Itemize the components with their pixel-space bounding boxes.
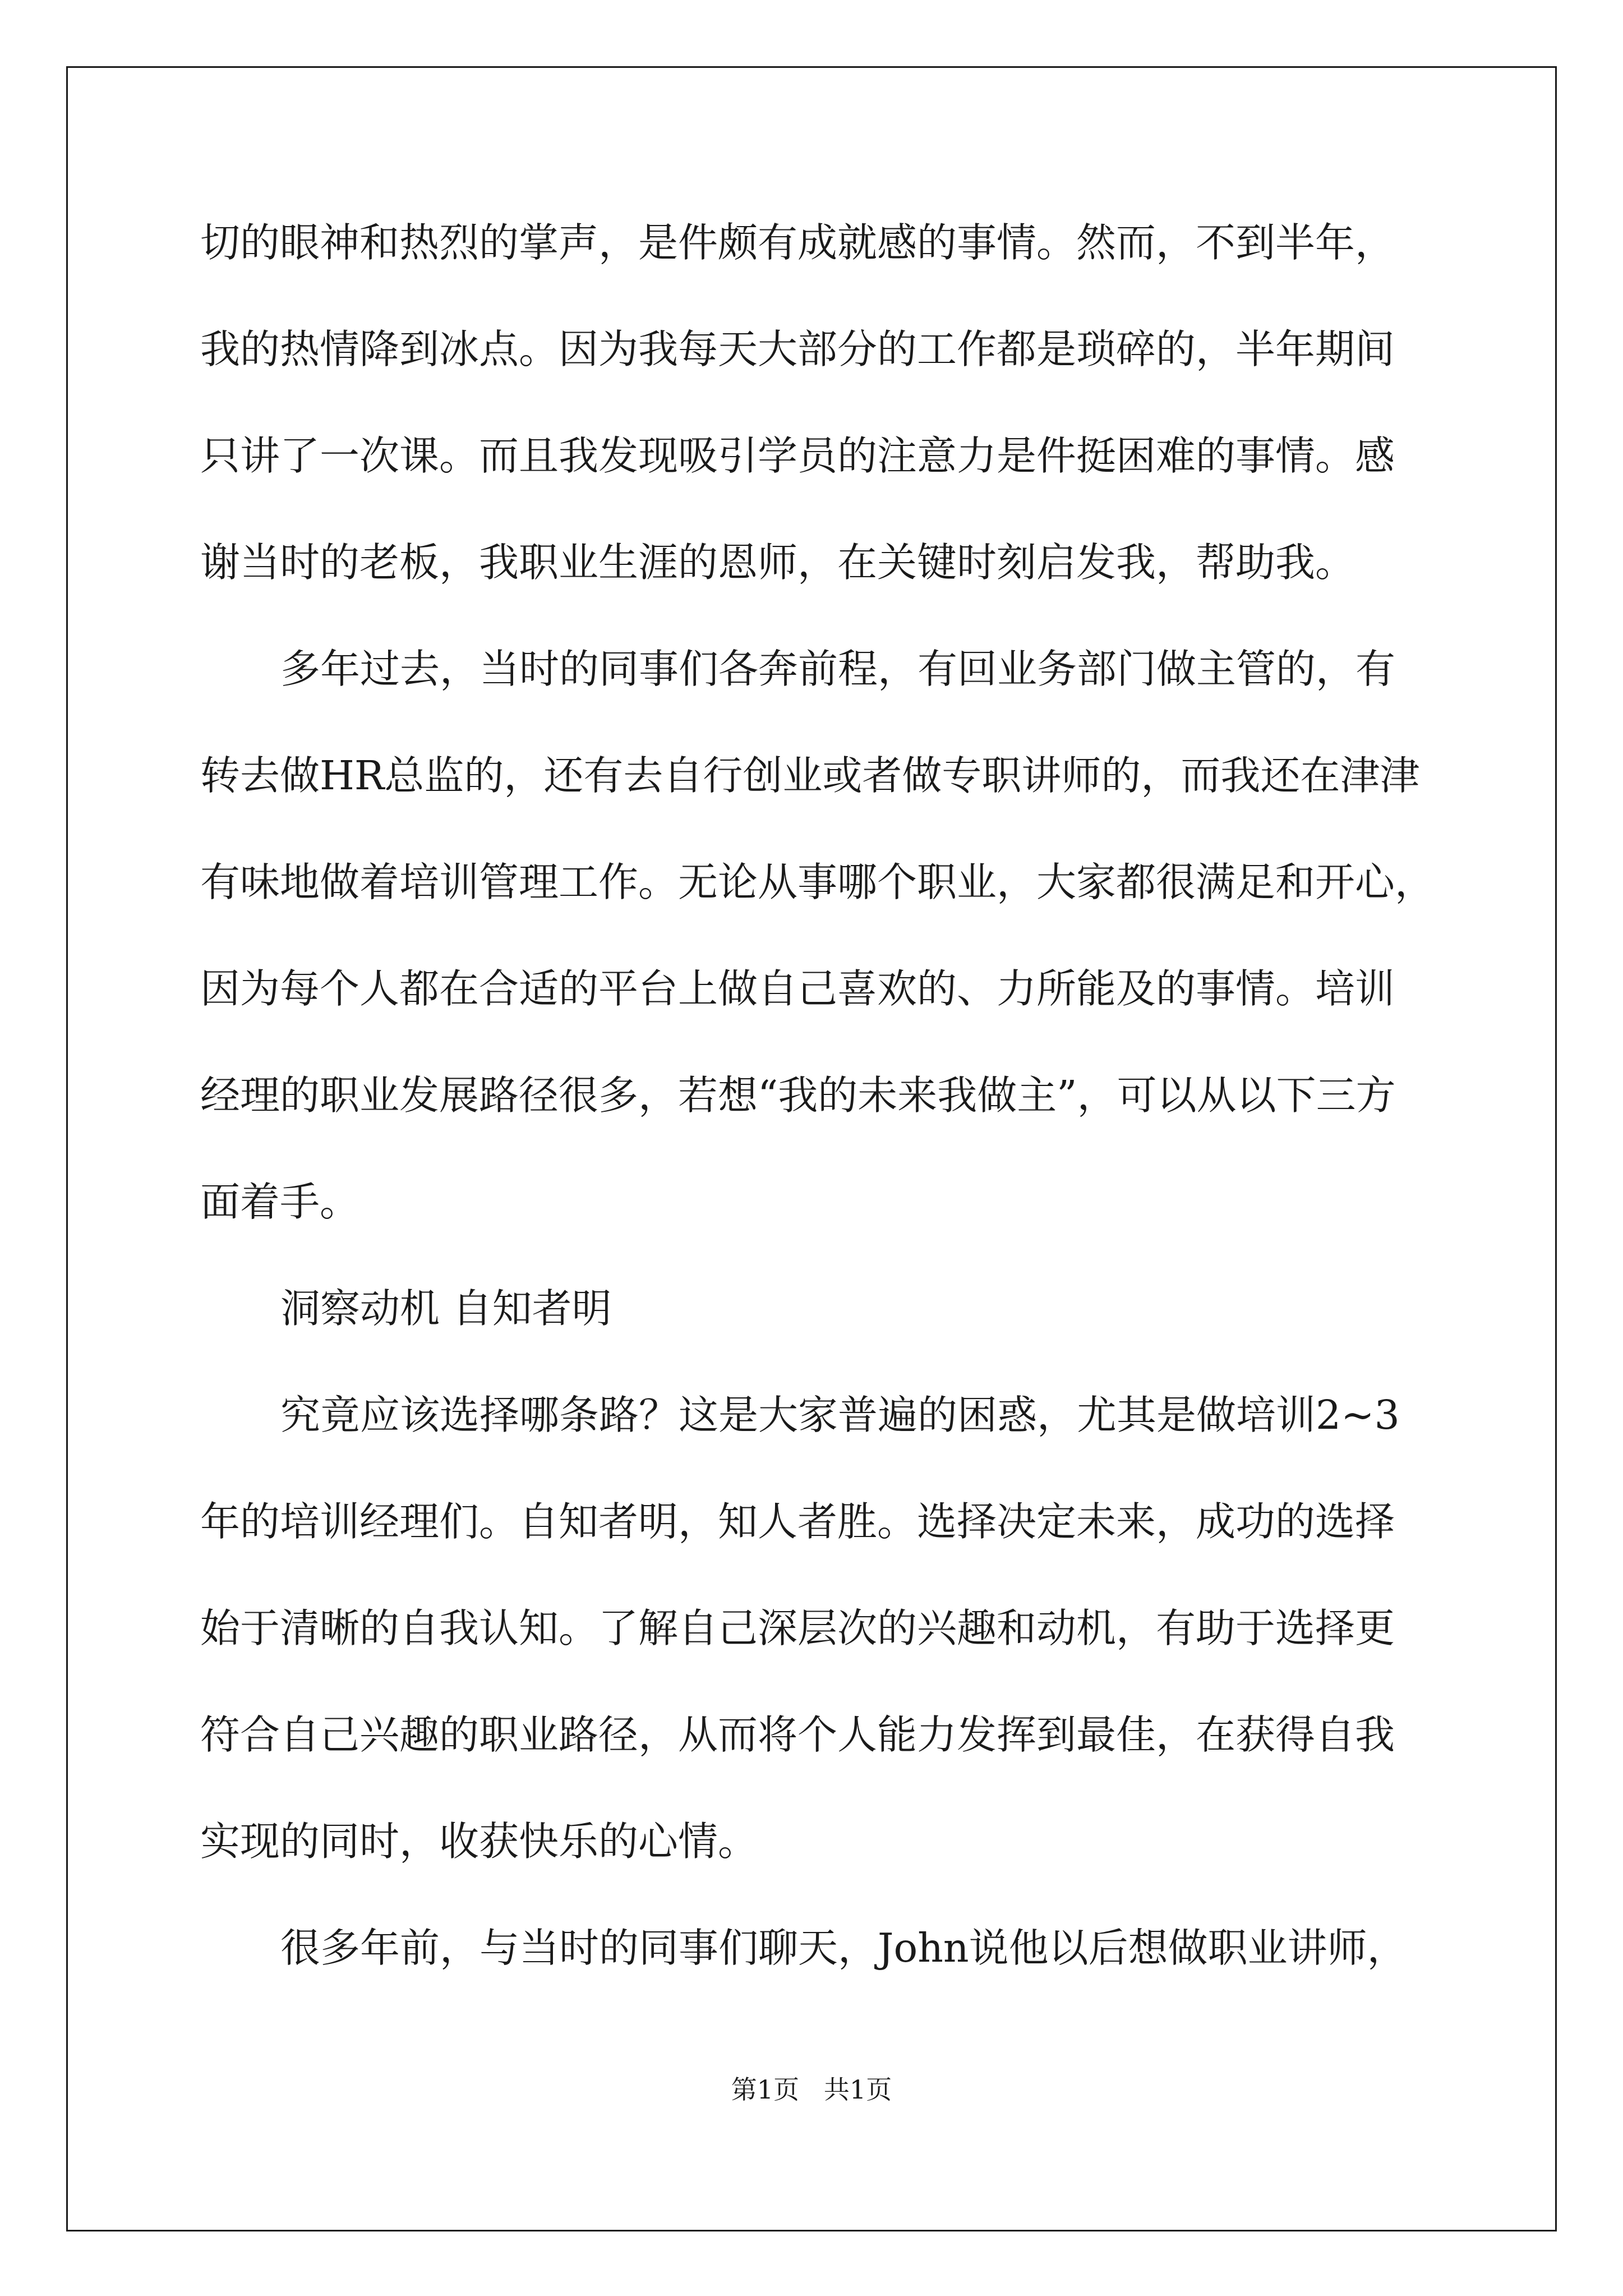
body-line: 符合自己兴趣的职业路径，从而将个人能力发挥到最佳，在获得自我 bbox=[200, 1711, 1395, 1758]
body-line: 面着手。 bbox=[200, 1179, 360, 1225]
body-line: 年的培训经理们。自知者明，知人者胜。选择决定未来，成功的选择 bbox=[200, 1498, 1395, 1545]
body-line: 谢当时的老板，我职业生涯的恩师，在关键时刻启发我，帮助我。 bbox=[200, 539, 1355, 586]
body-line: 经理的职业发展路径很多，若想“我的未来我做主”，可以从以下三方 bbox=[200, 1072, 1396, 1119]
body-line: 切的眼神和热烈的掌声，是件颇有成就感的事情。然而，不到半年， bbox=[200, 219, 1395, 266]
body-line: 始于清晰的自我认知。了解自己深层次的兴趣和动机，有助于选择更 bbox=[200, 1605, 1395, 1651]
page-border bbox=[66, 66, 1557, 2231]
body-line: 我的热情降到冰点。因为我每天大部分的工作都是琐碎的，半年期间 bbox=[200, 326, 1395, 372]
page-footer: 第1页 共1页 bbox=[731, 2074, 892, 2105]
section-heading: 洞察动机 自知者明 bbox=[280, 1285, 612, 1332]
body-line: 有味地做着培训管理工作。无论从事哪个职业，大家都很满足和开心， bbox=[200, 859, 1435, 905]
body-line: 多年过去，当时的同事们各奔前程，有回业务部门做主管的，有 bbox=[280, 646, 1396, 692]
body-line: 实现的同时，收获快乐的心情。 bbox=[200, 1818, 758, 1865]
body-line: 只讲了一次课。而且我发现吸引学员的注意力是件挺困难的事情。感 bbox=[200, 432, 1395, 479]
body-line: 很多年前，与当时的同事们聊天，John说他以后想做职业讲师， bbox=[280, 1925, 1407, 1971]
body-line: 转去做HR总监的，还有去自行创业或者做专职讲师的，而我还在津津 bbox=[200, 752, 1420, 799]
body-line: 因为每个人都在合适的平台上做自己喜欢的、力所能及的事情。培训 bbox=[200, 965, 1395, 1012]
body-line: 究竟应该选择哪条路？这是大家普遍的困惑，尤其是做培训2~3 bbox=[280, 1392, 1400, 1438]
